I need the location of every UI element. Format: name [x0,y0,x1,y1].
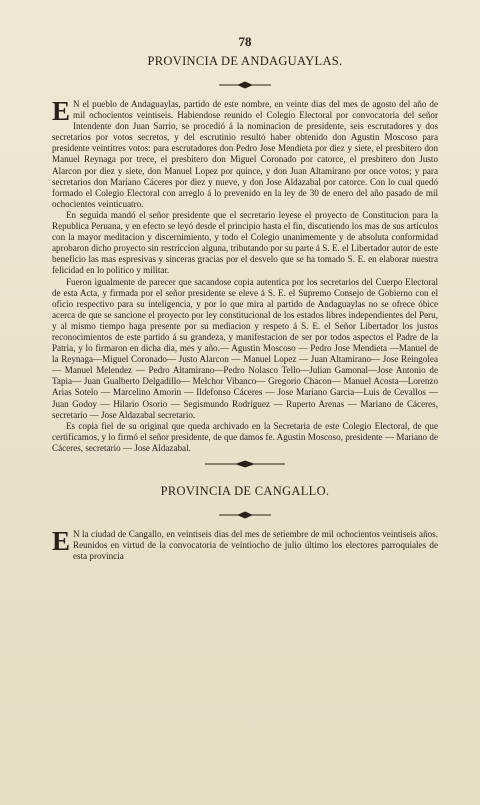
paragraph-andaguaylas-4: Es copia fiel de su original que queda archivado en la Secretaria de este Colegio Electoral, de que certificamos, y lo firmó el señor presidente, de que damos fe. Agustin Moscoso, presidente — Mariano de Cáceres, secretario — Jose Aldazabal. [52,420,438,453]
paragraph-andaguaylas-2: En seguida mandó el señor presidente que el secretario leyese el proyecto de Constitucion para la Republica Peruana, y en efecto se leyó desde el principio hasta el fin, discutiendo los mas de sus artículos con la mayor meditacion y discernimiento, y todo el Colegio unanimemente y de absoluta conformidad aprobaron dicho proyecto sin restriccion alguna, tributando por su parte á S. E. el Libertador autor de este beneficio las mas espresivas y sinceras gracias por el desvelo que se ha tomado S. E. en elaborar nuestra felicidad en lo politico y militar. [52,209,438,276]
ornament-divider [219,81,271,89]
section-title-cangallo: PROVINCIA DE CANGALLO. [160,484,330,498]
section-title-andaguaylas: PROVINCIA DE ANDAGUAYLAS. [147,54,343,68]
paragraph-andaguaylas-3: Fueron igualmente de parecer que sacandose copia autentica por los secretarios del Cuerpo Electoral de esta Acta, y firmada por el señor presidente se eleve á S. E. el Supremo Consejo de Gobierno con el oficio respectivo para su inteligencia, y por lo que mira al partido de Andaguaylas no se ofrece óbice acerca de que se sancione el proyecto por ley constitucional de los estados libres independientes del Peru, y al mismo tiempo haga presente por su mediacion y respeto á S. E. el Señor Libertador los justos reconocimientos de este partido á su grandeza, y manifestacion de ser por todos aspectos el Padre de la Patria, y lo firmaron en dicha dia, mes y año.— Agustin Moscoso — Pedro Jose Mendieta —Manuel de la Reynaga—Miguel Coronado— Justo Alarcon — Manuel Lopez — Juan Altamirano— Jose Reingolea— Manuel Melendez — Pedro Altamirano—Pedro Nolasco Tello—Julian Gamonal—Jose Antonio de Tapia— Juan Gualberto Delgadillo— Melchor Vibanco— Gregorio Chacon— Manuel Acosta—Lorenzo Arias Sotelo — Marcelino Amorin — Ildefonso Cáceres — Jose Mariano Garcia—Luis de Cevallos — Juan Godoy — Hilario Osorio — Segismundo Rodriguez — Ruperto Arenas — Mariano de Cáceres, secretario — Jose Aldazabal secretario. [52,276,438,420]
ornament-divider-2 [205,460,285,468]
paragraph-andaguaylas-1: E N el pueblo de Andaguaylas, partido de este nombre, en veinte dias del mes de agosto del año de mil ochocientos veintiseis. Habiendose reunido el Colegio Electoral por convocatoria del señor Intendente don Juan Sarrio, se procedió á la nominacion de presidente, seis escrutadores y dos secretarios por votos secretos, y del escrutinio resultó haber obtenido don Agustin Moscoso para presidente veintitres votos: para escrutadores don Pedro Jose Mendieta por diez y siete, el presbitero don Manuel Reynaga por trece, el presbitero don Miguel Coronado por catorce, el presbitero don Justo Alarcon por diez y siete, don Manuel Lopez por quince, y don Juan Altamirano por once votos; y para secretarios don Mariano Cáceres por diez y nueve, y don Jose Aldazabal por catorce. Con lo cual quedó formado el Colegio Electoral con arreglo á lo prevenido en la ley de 30 de enero del año pasado de mil ochocientos veinticuatro. [52,96,438,209]
paragraph-cangallo-1: E N la ciudad de Cangallo, en veintiseis dias del mes de setiembre de mil ochocientos veintiseis años. Reunidos en virtud de la convocatoria de veintiocho de julio último los electores parroquiales de esta provincia [52,526,438,562]
dropcap-letter: E [52,96,71,126]
dropcap-letter-2: E [52,526,71,556]
page-number: 78 [238,34,252,49]
ornament-divider-3 [219,511,271,519]
